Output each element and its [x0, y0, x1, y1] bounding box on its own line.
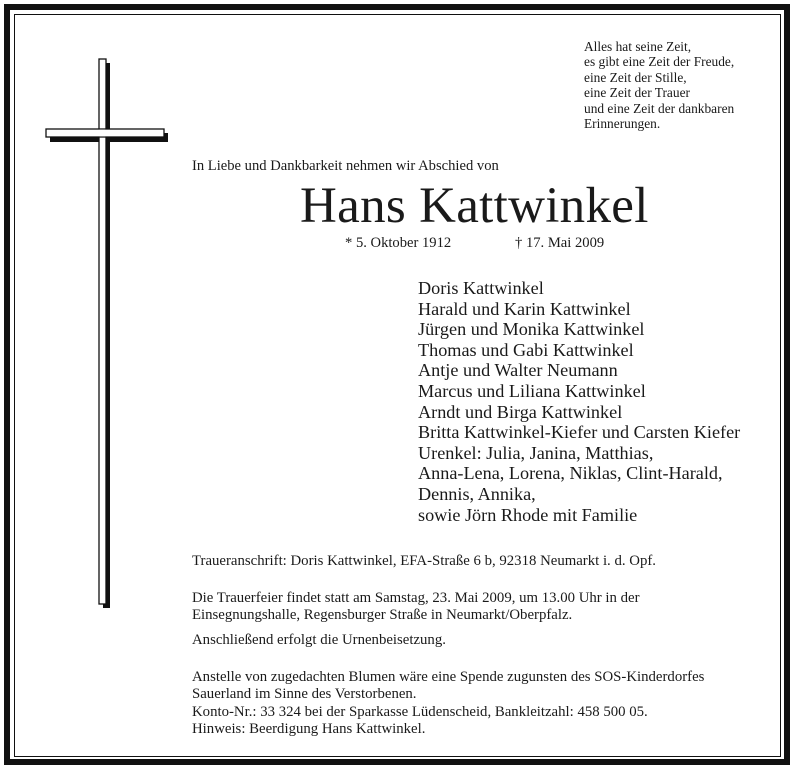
donation-line: Konto-Nr.: 33 324 bei der Sparkasse Lüdenscheid, Bankleitzahl: 458 500 05. — [192, 703, 648, 720]
urn-burial-notice: Anschließend erfolgt die Urnenbeisetzung. — [192, 632, 446, 648]
mourner-line: Urenkel: Julia, Janina, Matthias, — [418, 442, 654, 463]
quote-line: es gibt eine Zeit der Freude, — [584, 54, 735, 70]
mourner-line: Marcus und Liliana Kattwinkel — [418, 380, 646, 401]
ceremony-line: Die Trauerfeier findet statt am Samstag, 23. Mai 2009, um 13.00 Uhr in der — [192, 590, 640, 606]
mourning-address: Traueranschrift: Doris Kattwinkel, EFA-Straße 6 b, 92318 Neumarkt i. d. Opf. — [192, 553, 656, 569]
donation-notice — [192, 669, 704, 739]
mourner-line: Antje und Walter Neumann — [418, 360, 618, 381]
mourner-line: Anna-Lena, Lorena, Niklas, Clint-Harald, — [418, 463, 723, 484]
ceremony-notice — [192, 590, 640, 625]
quote-line: eine Zeit der Stille, — [584, 69, 687, 85]
intro-text: In Liebe und Dankbarkeit nehmen wir Abschied von — [192, 158, 499, 174]
mourner-line: Jürgen und Monika Kattwinkel — [418, 319, 645, 340]
mourners-list — [418, 278, 740, 525]
ceremony-line: Einsegnungshalle, Regensburger Straße in Neumarkt/Oberpfalz. — [192, 607, 573, 624]
mourner-line: Dennis, Annika, — [418, 483, 536, 504]
quote-line: eine Zeit der Trauer — [584, 85, 690, 101]
mourner-line: Britta Kattwinkel-Kiefer und Carsten Kiefer — [418, 422, 741, 443]
mourner-line: Doris Kattwinkel — [418, 278, 544, 298]
mourner-line: sowie Jörn Rhode mit Familie — [418, 504, 638, 525]
mourner-line: Thomas und Gabi Kattwinkel — [418, 339, 634, 360]
death-date: † 17. Mai 2009 — [515, 235, 605, 251]
deceased-name: Hans Kattwinkel — [300, 178, 649, 234]
quote-line: und eine Zeit der dankbaren — [584, 100, 735, 116]
quote-line: Alles hat seine Zeit, — [584, 39, 692, 54]
quote-line: Erinnerungen. — [584, 116, 661, 132]
donation-line: Anstelle von zugedachten Blumen wäre eine Spende zugunsten des SOS-Kinderdorfes — [192, 669, 705, 685]
donation-line: Hinweis: Beerdigung Hans Kattwinkel. — [192, 721, 426, 738]
donation-line: Sauerland im Sinne des Verstorbenen. — [192, 686, 417, 703]
birth-date: * 5. Oktober 1912 — [345, 235, 452, 251]
mourner-line: Harald und Karin Kattwinkel — [418, 298, 631, 319]
quote-block — [584, 39, 734, 131]
mourner-line: Arndt und Birga Kattwinkel — [418, 401, 623, 422]
